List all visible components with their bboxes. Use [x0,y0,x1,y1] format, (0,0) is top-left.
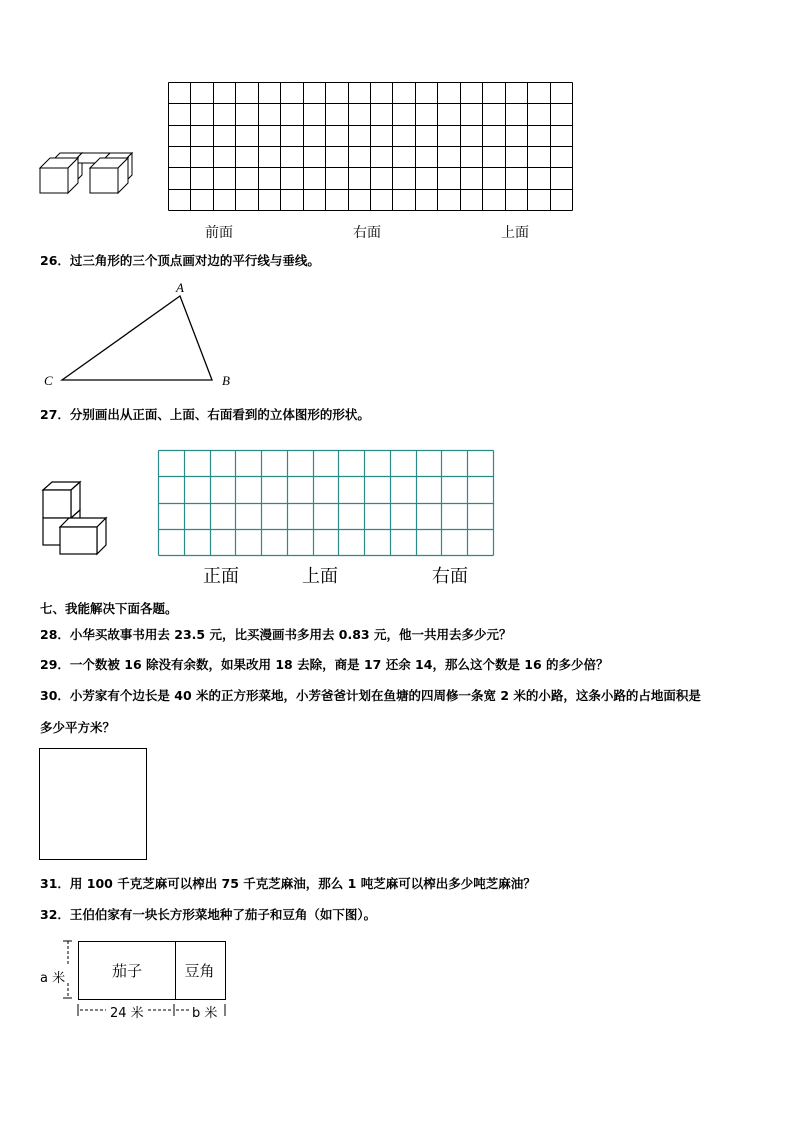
vertex-c: C [44,373,53,388]
section-7-title: 七、我能解决下面各题。 [40,601,178,616]
view-label-right-2: 右面 [432,566,468,587]
height-label: a 米 [40,971,66,986]
question-31: 31．用 100 千克芝麻可以榨出 75 千克芝麻油，那么 1 吨芝麻可以榨出多少吨芝麻油？ [40,876,536,891]
question-26: 26．过三角形的三个顶点画对边的平行线与垂线。 [40,253,320,268]
bean-label: 豆角 [184,962,215,980]
vertex-b: B [222,373,230,388]
bean-plot [174,941,226,1000]
question-30-line-2: 多少平方米？ [40,720,116,735]
view-label-right: 右面 [353,225,381,241]
vertex-a: A [176,280,184,295]
question-29: 29．一个数被 16 除没有余数，如果改用 18 去除，商是 17 还余 14，那么这个数是 16 的多少倍？ [40,657,609,672]
view-label-front-2: 正面 [203,566,239,587]
view-label-top-2: 上面 [302,566,338,587]
grid-2 [158,450,494,556]
width-left-label: 24 米 [110,1006,144,1021]
view-label-front: 前面 [205,225,233,241]
view-label-top: 上面 [501,225,529,241]
question-27: 27．分别画出从正面、上面、右面看到的立体图形的形状。 [40,407,370,422]
question-28: 28．小华买故事书用去 23.5 元，比买漫画书多用去 0.83 元，他一共用去多少元？ [40,627,512,642]
width-right-label: b 米 [192,1006,218,1021]
square-field-figure [39,748,147,860]
eggplant-plot [78,941,176,1000]
question-32: 32．王伯伯家有一块长方形菜地种了茄子和豆角（如下图）。 [40,907,377,922]
question-30-line-1: 30．小芳家有个边长是 40 米的正方形菜地，小芳爸爸计划在鱼塘的四周修一条宽 2 米的小路，这条小路的占地面积是 [40,688,701,703]
grid-1 [168,82,573,212]
eggplant-label: 茄子 [111,962,142,980]
